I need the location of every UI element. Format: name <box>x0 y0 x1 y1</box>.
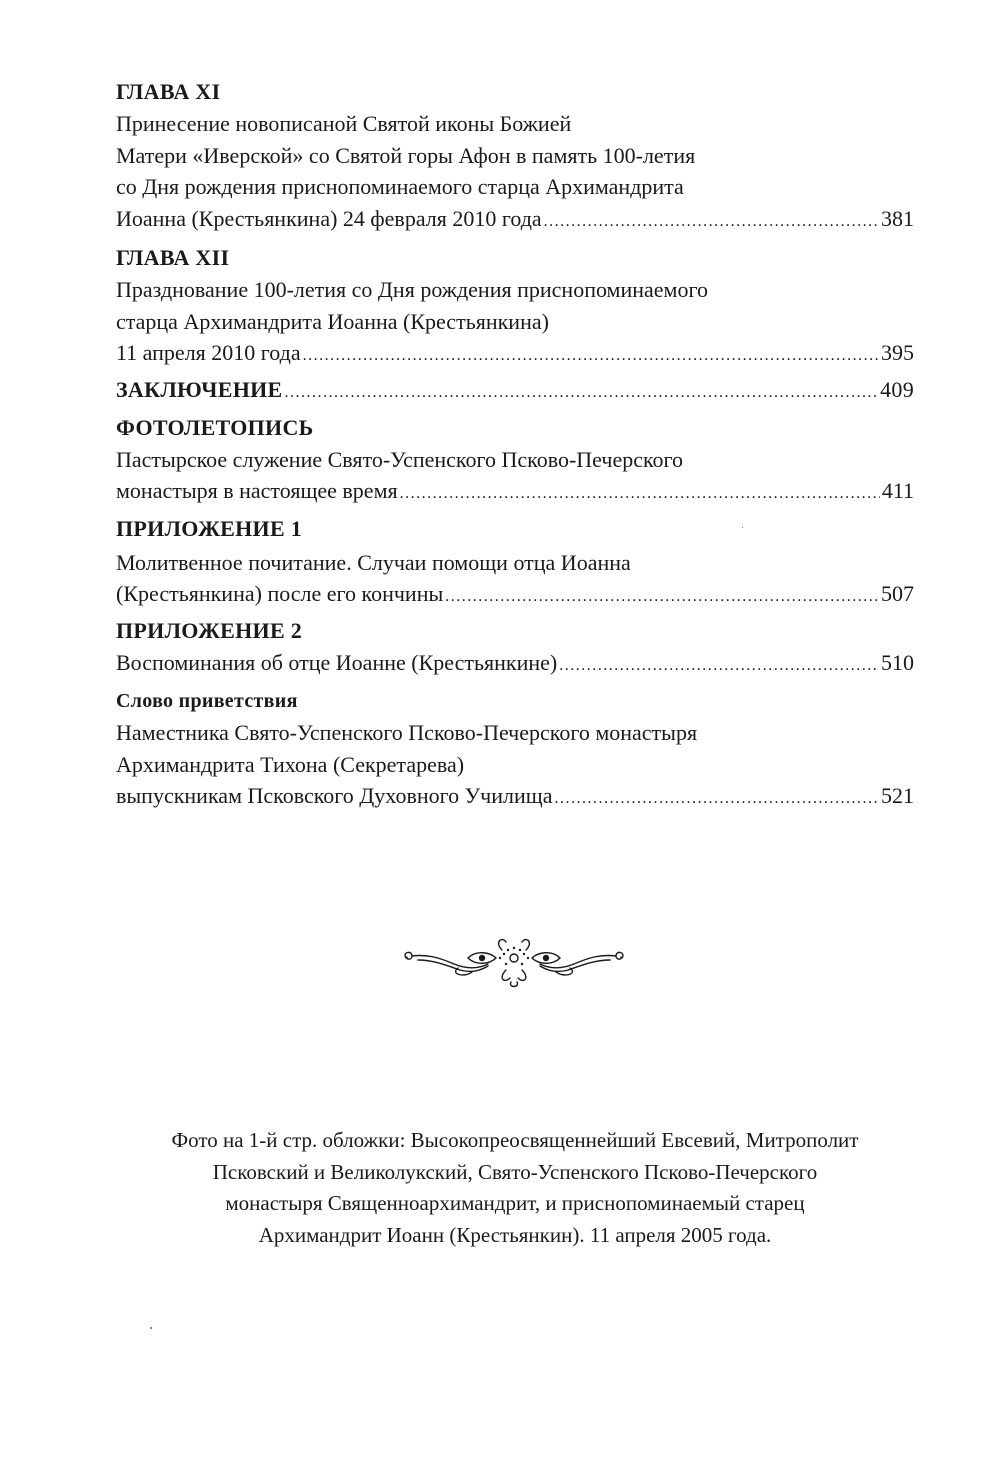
entry-heading: ГЛАВА XII <box>116 245 230 270</box>
entry-line: Принесение новописаной Святой иконы Божией <box>116 111 572 136</box>
dot-leader <box>544 206 879 238</box>
entry-line: монастыря в настоящее время <box>116 478 398 503</box>
caption-line: Архимандрит Иоанн (Крестьянкин). 11 апреля 2005 года. <box>258 1222 772 1247</box>
entry-line: Архимандрита Тихона (Секретарева) <box>116 751 465 777</box>
entry-heading: Слово приветствия <box>116 690 298 712</box>
page-number: 510 <box>881 649 914 675</box>
entry-heading: ПРИЛОЖЕНИЕ 1 <box>116 515 303 541</box>
dot-leader <box>303 340 879 372</box>
toc-entry-greeting[interactable] <box>116 685 914 812</box>
entry-last-line <box>116 647 914 679</box>
caption-line: Фото на 1-й стр. обложки: Высокопреосвященнейший Евсевий, Митрополит <box>171 1128 859 1152</box>
cover-photo-caption <box>100 1125 930 1251</box>
entry-line: Празднование 100-летия со Дня рождения приснопоминаемого <box>116 277 708 302</box>
entry-line: Молитвенное почитание. Случаи помощи отца Иоанна <box>116 549 631 575</box>
entry-line: 11 апреля 2010 года <box>116 340 301 365</box>
entry-heading: ГЛАВА XI <box>116 79 221 104</box>
page-number: 521 <box>881 783 914 808</box>
entry-last-line <box>116 203 914 235</box>
scan-speck <box>150 1327 152 1329</box>
entry-heading: ПРИЛОЖЕНИЕ 2 <box>116 617 303 643</box>
page-number: 395 <box>881 340 914 365</box>
entry-line: старца Архимандрита Иоанна (Крестьянкина) <box>116 308 549 334</box>
entry-last-line <box>116 374 914 406</box>
entry-line: Пастырское служение Свято-Успенского Псково-Печерского <box>116 446 684 472</box>
table-of-contents <box>116 76 914 812</box>
caption-line: Псковский и Великолукский, Свято-Успенского Псково-Печерского <box>212 1159 818 1184</box>
page-number: 507 <box>881 581 914 606</box>
entry-heading: ФОТОЛЕТОПИСЬ <box>116 414 314 440</box>
entry-last-line <box>116 475 914 507</box>
toc-entry-appendix-2[interactable] <box>116 615 914 679</box>
toc-entry-chapter-11[interactable] <box>116 76 914 234</box>
dot-leader <box>554 783 879 815</box>
entry-last-line <box>116 337 914 369</box>
entry-last-line <box>116 780 914 812</box>
entry-line: Иоанна (Крестьянкина) 24 февраля 2010 года <box>116 205 542 231</box>
caption-line: монастыря Священноархимандрит, и приснопоминаемый старец <box>225 1191 805 1215</box>
entry-line: Наместника Свято-Успенского Псково-Печерского монастыря <box>116 720 698 745</box>
page-number: 411 <box>881 478 914 503</box>
toc-entry-photo-chronicle[interactable] <box>116 412 914 507</box>
entry-line: (Крестьянкина) после его кончины <box>116 581 444 606</box>
floral-divider-icon <box>398 930 630 990</box>
toc-entry-conclusion[interactable] <box>116 374 914 406</box>
entry-line: со Дня рождения приснопоминаемого старца Архимандрита <box>116 174 684 199</box>
toc-entry-chapter-12[interactable] <box>116 242 914 369</box>
dot-leader <box>285 377 879 409</box>
page-number: 381 <box>881 205 914 231</box>
toc-entry-appendix-1[interactable] <box>116 513 914 610</box>
entry-heading: ЗАКЛЮЧЕНИЕ <box>116 376 283 402</box>
page-number: 409 <box>880 376 914 402</box>
entry-last-line <box>116 578 914 610</box>
dot-leader <box>559 650 879 682</box>
dot-leader <box>445 581 879 613</box>
entry-line: Воспоминания об отце Иоанне (Крестьянкине) <box>116 649 558 675</box>
entry-line: выпускникам Псковского Духовного Училища <box>116 783 553 808</box>
scan-speck <box>742 527 743 528</box>
entry-line: Матери «Иверской» со Святой горы Афон в память 100-летия <box>116 142 696 168</box>
dot-leader <box>400 478 880 510</box>
